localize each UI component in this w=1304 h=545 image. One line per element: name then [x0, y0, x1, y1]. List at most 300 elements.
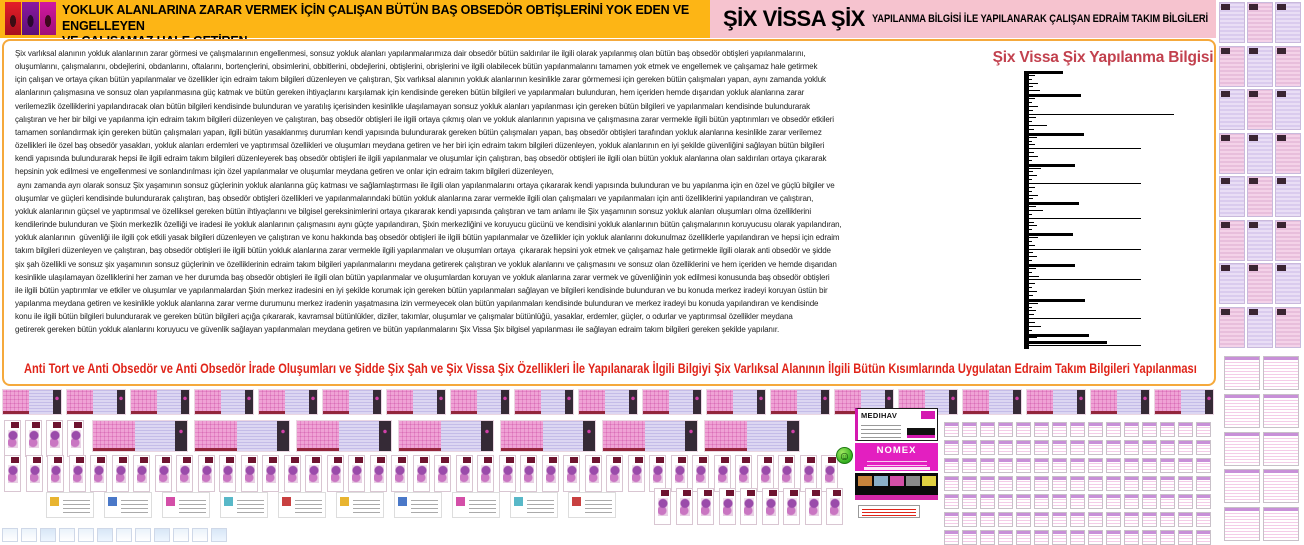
chart-spike	[1029, 279, 1141, 280]
tiny-card-thumbnail	[510, 492, 558, 518]
body-text	[15, 47, 990, 336]
grid-card-thumbnail	[944, 422, 959, 437]
grid-card-thumbnail	[1052, 476, 1067, 491]
wide-sheet-thumbnail	[514, 389, 574, 415]
header-right-subtitle: YAPILANMA BİLGİSİ İLE YAPILANARAK ÇALIŞAN EDRAİM TAKIM BİLGİLERİ	[871, 13, 1208, 25]
chart-spike	[1029, 334, 1089, 337]
sheet-dark-part	[373, 390, 381, 414]
sheet-dark-part	[821, 390, 829, 414]
chart-spike	[1029, 202, 1079, 205]
collage-chip	[858, 476, 872, 486]
body-text-line: alanlarının çalışmasına ve sonsuz olan yapılanmasına güç katmak ve bütün gereken ihtiyaçlarını karşılamak için kendisinde gereken bütün bilgileri ve yapılanmaları bulunduran, hem içeriden hemde dışarıdan yokluk alanlarına zarar	[15, 88, 805, 98]
chart-spike	[1029, 276, 1039, 277]
sheet-lilac-part	[349, 390, 373, 414]
tiny-card-glyph	[398, 497, 407, 506]
tiny-card-thumbnail	[104, 492, 152, 518]
mini-doc-thumbnail	[1247, 307, 1273, 348]
grid-card-thumbnail	[1052, 458, 1067, 473]
chart-spike	[1029, 299, 1085, 302]
grid-card-thumbnail	[1196, 422, 1211, 437]
grid-card-thumbnail	[1196, 512, 1211, 527]
sheet-pink-part	[1027, 390, 1053, 414]
mini-doc-thumbnail	[1275, 89, 1301, 130]
nomex-card-footline	[864, 467, 930, 470]
grid-card-thumbnail	[1034, 494, 1049, 509]
chart-spike	[1029, 141, 1032, 142]
portrait-thumbnail	[262, 455, 279, 492]
tiny-card-glyph	[224, 497, 233, 506]
body-text-line: aynı zamanda ayrı olarak sonsuz Şix yaşamının sonsuz güçlerinin yokluk alanlarına güç katması ve sağlamlaştırması ile ilgili olan yapılanmalarını ortaya çıkararak kendi yapısında bulunduran ve bu yapılanma için en özel ve güçlü bilgiler ve	[15, 180, 835, 190]
sheet-dark-part	[309, 390, 317, 414]
mini-thumbnail	[211, 528, 227, 542]
grid-card-thumbnail	[1142, 458, 1157, 473]
body-text-line: verilemezlik özelliklerini yapılandıracak olan bütün bilgileri kendisinde bulunduran ve yaratılış içerisinden kesinlikle ulaşılamayan sonsuz yokluk alanları yapılanması için gereken bütün bilgileri ve yapılanmaları kendisinde bulundurarak	[15, 101, 810, 111]
chart-spike	[1029, 83, 1038, 84]
sheet-pink-part	[707, 390, 733, 414]
mini-thumbnail	[135, 528, 151, 542]
portrait-thumbnail	[155, 455, 172, 492]
chart-spike	[1029, 156, 1038, 157]
mini-thumbnail	[97, 528, 113, 542]
grid-card-thumbnail	[962, 476, 977, 491]
tiny-card-glyph	[282, 497, 291, 506]
tiny-card-thumbnail	[46, 492, 94, 518]
tiny-card-glyph	[340, 497, 349, 506]
body-text-line: çalıştıran ve her bir bilgi ve yapılanma için edraim takım bilgileri düzenleyen ve çalıştıran, baş obsedör obtişleri ile ilgili ortaya çıkmış olan ve yokluk alanlarının yapısına ve çalışmasına zarar vermekle ilgili bütün yaptırımları ve obsedör etkileri	[15, 114, 834, 124]
mini-doc-thumbnail	[1275, 46, 1301, 87]
sheet-dark-part	[565, 390, 573, 414]
chart-spike	[1029, 175, 1037, 176]
thumbnail-row-c-portraits	[4, 455, 844, 492]
portrait-thumbnail	[370, 455, 387, 492]
chart-spike	[1029, 106, 1038, 107]
tiny-card-glyph	[456, 497, 465, 506]
sheet-lilac-part	[1053, 390, 1077, 414]
sheet-dark-part	[1013, 390, 1021, 414]
tiny-card-glyph	[50, 497, 59, 506]
grid-card-thumbnail	[1160, 458, 1175, 473]
grid-card-thumbnail	[1196, 440, 1211, 455]
grid-card-thumbnail	[980, 458, 995, 473]
chart-spike	[1029, 198, 1033, 199]
chart-spike	[1029, 71, 1063, 74]
chart-spike	[1029, 152, 1034, 153]
chart-spike	[1029, 314, 1034, 315]
grid-card-thumbnail	[1124, 512, 1139, 527]
chart-spike	[1029, 218, 1141, 219]
chart-spike	[1029, 283, 1035, 284]
portrait-thumbnail	[628, 455, 645, 492]
collage-chip	[906, 476, 920, 486]
collage-chip	[890, 476, 904, 486]
chart-spike	[1029, 291, 1037, 292]
portrait-thumbnail	[762, 488, 779, 525]
wide-sheet-thumbnail	[2, 389, 62, 415]
wide-sheet-thumbnail	[398, 420, 494, 452]
sheet-lilac-part	[1117, 390, 1141, 414]
portrait-thumbnail	[69, 455, 86, 492]
chart-spike	[1029, 214, 1032, 215]
grid-card-thumbnail	[1224, 394, 1260, 428]
wide-sheet-thumbnail	[296, 420, 392, 452]
sheet-dark-part	[379, 421, 391, 451]
portrait-thumbnail	[456, 455, 473, 492]
mini-doc-thumbnail	[1219, 263, 1245, 304]
sheet-dark-part	[501, 390, 509, 414]
body-text-line: Şix varlıksal alanının yokluk alanlarının zarar görmesi ve çalışmalarının engellenmesi, sonsuz yokluk alanları yapılanmalarımıza dair obsedör bütün saldırılar ile ilgili olarak yapılanmış olan bütün baş obsedör obtişleri yapılanmalarını,	[15, 49, 806, 58]
grid-card-thumbnail	[1106, 440, 1121, 455]
sheet-pink-part	[1091, 390, 1117, 414]
chart-spike	[1029, 256, 1037, 257]
main-content-box	[2, 39, 1216, 386]
mini-doc-thumbnail	[1275, 263, 1301, 304]
grid-card-thumbnail	[1124, 422, 1139, 437]
body-text-line: kendi yapısında bulundurarak hepsi ile ilgili edraim takım bilgileri düzenleyerek baş obsedör obtişleri ile ilgili yapılanmalar ve oluşumlar için çalıştıran, baş obsedör obtişleri ile ilgili olan bütün yokluk alanlarına olan saldırıları ortaya çıkararak	[15, 154, 827, 164]
wide-sheet-thumbnail	[1154, 389, 1214, 415]
chart-spike	[1029, 303, 1038, 304]
mini-doc-thumbnail	[1219, 133, 1245, 174]
grid-card-thumbnail	[1124, 458, 1139, 473]
portrait-thumbnail	[714, 455, 731, 492]
mini-thumbnail	[192, 528, 208, 542]
sheet-pink-part	[771, 390, 797, 414]
chart-spike	[1029, 86, 1033, 87]
sheet-lilac-part	[797, 390, 821, 414]
sheet-pink-part	[131, 390, 157, 414]
grid-card-thumbnail	[1263, 507, 1299, 541]
chart-spike	[1029, 310, 1036, 311]
sheet-dark-part	[181, 390, 189, 414]
body-text-line: oluşumlarını, çalışmalarını, obdejlerini, obdanlarını, oftalarını, bortençlerini, obsimlerini, obbitlerini, obdejlerini, obtişlerini, obrişlerini ve ilgili olabilecek bütün yapılanmalarını tamamen yok etmek ve engellemek ve çalışamaz hale getirmek	[15, 62, 818, 72]
chart-spike	[1029, 187, 1035, 188]
mini-thumbnail	[40, 528, 56, 542]
tiny-card-glyph	[514, 497, 523, 506]
sheet-pink-part	[1155, 390, 1181, 414]
portrait-thumbnail	[606, 455, 623, 492]
grid-card-thumbnail	[998, 476, 1013, 491]
grid-card-thumbnail	[962, 494, 977, 509]
wide-sheet-thumbnail	[386, 389, 446, 415]
grid-card-thumbnail	[1196, 458, 1211, 473]
chart-spike	[1029, 75, 1035, 76]
mini-doc-thumbnail	[1247, 176, 1273, 217]
portrait-thumbnail	[434, 455, 451, 492]
portrait-thumbnail	[4, 455, 21, 492]
grid-card-thumbnail	[1196, 476, 1211, 491]
chart-spike	[1029, 98, 1035, 99]
grid-card-thumbnail	[944, 494, 959, 509]
grid-card-thumbnail	[1106, 494, 1121, 509]
chart-spike	[1029, 148, 1141, 149]
medihav-card-magenta-block	[921, 411, 935, 419]
right-thumbnail-column	[1219, 2, 1303, 348]
mini-thumbnail	[2, 528, 18, 542]
grid-card-thumbnail	[1052, 530, 1067, 545]
portrait-thumbnail	[284, 455, 301, 492]
grid-card-thumbnail	[1070, 494, 1085, 509]
grid-card-thumbnail	[980, 494, 995, 509]
grid-card-thumbnail	[1052, 440, 1067, 455]
grid-card-thumbnail	[980, 422, 995, 437]
collage-card	[855, 473, 938, 502]
grid-card-thumbnail	[1160, 440, 1175, 455]
body-text-line: konu ile ilgili bütün bilgileri bulundurarak ve gereken bütün bilgileri açığa çıkararak, kavramsal bütünlükler, diziler, takımlar, oluşumlar ve çalışmalar bütünlüğü, yasaklar, erdemler, güçler, o odurlar ve yaptırımsal özellikler meydana	[15, 312, 793, 322]
grid-card-thumbnail	[1016, 476, 1031, 491]
sheet-dark-part	[437, 390, 445, 414]
grid-card-thumbnail	[1016, 530, 1031, 545]
grid-card-thumbnail	[1124, 494, 1139, 509]
sheet-lilac-part	[93, 390, 117, 414]
portrait-thumbnail	[391, 455, 408, 492]
grid-card-thumbnail	[1178, 512, 1193, 527]
mini-doc-thumbnail	[1275, 307, 1301, 348]
grid-card-thumbnail	[962, 530, 977, 545]
wide-sheet-thumbnail	[500, 420, 596, 452]
mini-thumbnail	[59, 528, 75, 542]
portrait-thumbnail	[26, 455, 43, 492]
grid-card-thumbnail	[1160, 422, 1175, 437]
mini-doc-thumbnail	[1247, 133, 1273, 174]
grid-card-thumbnail	[1224, 507, 1260, 541]
tiny-card-thumbnail	[394, 492, 442, 518]
spike-chart	[1024, 71, 1216, 351]
grid-card-thumbnail	[998, 440, 1013, 455]
chart-spike	[1029, 164, 1075, 167]
grid-card-thumbnail	[1070, 512, 1085, 527]
sheet-pink-part	[387, 390, 413, 414]
portrait-thumbnail	[219, 455, 236, 492]
grid-card-thumbnail	[980, 476, 995, 491]
portrait-thumbnail	[520, 455, 537, 492]
body-text-line: takım bilgileri düzenleyen ve çalıştıran, baş obsedör obtişleri ile ilgili bütün yokluk alanlarına zarar vermekle ilgili yapılanmaları ve oluşumları ortaya çıkararak hepsini yok etmek ve çalışamaz hale getirmekle ilgili olarak anti obsedör ve şidde	[15, 246, 831, 256]
grid-card-thumbnail	[1142, 530, 1157, 545]
grid-card-thumbnail	[1034, 476, 1049, 491]
thumbnail-row-b-sheets	[92, 420, 812, 452]
chart-spike	[1029, 252, 1033, 253]
portrait-thumbnail	[671, 455, 688, 492]
sheet-dark-part	[629, 390, 637, 414]
portrait-thumbnail	[719, 488, 736, 525]
portrait-thumbnail	[477, 455, 494, 492]
sheet-lilac-part	[135, 421, 174, 451]
sheet-lilac-part	[477, 390, 501, 414]
sheet-lilac-part	[441, 421, 480, 451]
logo-image	[5, 2, 56, 35]
wide-sheet-thumbnail	[450, 389, 510, 415]
grid-card-thumbnail	[962, 458, 977, 473]
grid-card-thumbnail	[998, 458, 1013, 473]
sheet-pink-part	[579, 390, 605, 414]
nomex-card-title: NOMEX	[876, 445, 917, 456]
tiny-card-thumbnail	[220, 492, 268, 518]
nomex-card-textlines	[867, 458, 927, 466]
grid-card-thumbnail	[1070, 440, 1085, 455]
mini-doc-thumbnail	[1275, 133, 1301, 174]
grid-card-thumbnail	[1106, 476, 1121, 491]
grid-card-thumbnail	[1142, 476, 1157, 491]
grid-card-thumbnail	[1124, 440, 1139, 455]
body-text-line: kesinlikle ulaşılamayan özelliklerini her zaman ve her durumda baş obsedör obtişleri ile ilgili olan bütün yapılanmalar ve oluşumlardan koruyan ve yokluk alanlarına zarar vermek ve güvenliğinin yok edilmesi konusunda baş obsedör obtişleri	[15, 272, 830, 282]
mini-doc-thumbnail	[1275, 176, 1301, 217]
grid-card-thumbnail	[944, 512, 959, 527]
header-right-title: ŞİX VİSSA ŞİX	[723, 6, 865, 31]
wide-sheet-thumbnail	[194, 420, 290, 452]
tiny-card-thumbnail	[336, 492, 384, 518]
tiny-card-glyph	[166, 497, 175, 506]
wide-sheet-thumbnail	[1026, 389, 1086, 415]
portrait-thumbnail	[46, 420, 63, 457]
chart-spike	[1029, 249, 1141, 250]
body-text-line: tamamen sonlandırmak için gereken bütün çalışmaları yapan, ilgili bütün yasaklanmış durumları kendi yapısında bulundurarak gereken bütün çalışmaları yapan, baş obsedör obtişleri tarafından yokluk alanlarına kesinlikle zarar verilemez	[15, 127, 822, 137]
mini-doc-thumbnail	[1247, 220, 1273, 261]
sheet-pink-part	[67, 390, 93, 414]
chart-spike	[1029, 307, 1032, 308]
chart-spike	[1029, 125, 1047, 126]
sheet-pink-part	[705, 421, 747, 451]
portrait-thumbnail	[542, 455, 559, 492]
sheet-lilac-part	[157, 390, 181, 414]
grid-card-thumbnail	[1052, 422, 1067, 437]
mini-doc-thumbnail	[1219, 46, 1245, 87]
chart-title: Şix Vissa Şix Yapılanma Bilgisi	[992, 49, 1214, 66]
chart-spike	[1029, 326, 1041, 327]
chart-spike	[1029, 102, 1032, 103]
grid-card-thumbnail	[1016, 494, 1031, 509]
mini-doc-thumbnail	[1219, 220, 1245, 261]
grid-card-thumbnail	[1016, 440, 1031, 455]
body-text-line: için çalışan ve ortaya çıkan bütün yapılanmalar ve özellikler için edraim takım bilgileri düzenleyen ve çalıştıran, Şix varlıksal alanının yokluk alanlarının kesinlikle zarar görmemesi için gereken bütün çalışmaları yapan, aynı zamanda yokluk	[15, 75, 826, 85]
chart-spike	[1029, 345, 1141, 346]
grid-card-thumbnail	[1070, 458, 1085, 473]
chart-spike	[1029, 222, 1034, 223]
wide-sheet-thumbnail	[770, 389, 830, 415]
header-left-line1: YOKLUK ALANLARINA ZARAR VERMEK İÇİN ÇALIŞAN BÜTÜN BAŞ OBSEDÖR OBTİŞLERİNİ YOK EDEN VE ENGELLEYEN	[62, 3, 690, 33]
grid-card-thumbnail	[998, 422, 1013, 437]
grid-card-thumbnail	[1034, 512, 1049, 527]
wide-sheet-thumbnail	[130, 389, 190, 415]
sheet-dark-part	[583, 421, 595, 451]
chart-spike	[1029, 245, 1035, 246]
grid-card-thumbnail	[1070, 422, 1085, 437]
sheet-dark-part	[685, 421, 697, 451]
body-text-line: oluşumlar ve güçleri kendisinde bulundurarak çalıştıran, baş obsedör obtişleri özellikleri ve yapılanmalarındaki bütün yokluk alanlarına zarar vermekle ilgili olan çalışmaları ve yapılanmaları için anti özelliklerini yapılandıran ve çalıştıran,	[15, 193, 814, 203]
sheet-pink-part	[451, 390, 477, 414]
grid-card-thumbnail	[1224, 432, 1260, 466]
thumbnail-row-b-portraits	[4, 420, 84, 457]
sheet-lilac-part	[237, 421, 276, 451]
thumbnail-row-d-portraits	[654, 488, 843, 525]
grid-card-thumbnail	[1160, 512, 1175, 527]
wide-sheet-thumbnail	[962, 389, 1022, 415]
grid-card-thumbnail	[1160, 530, 1175, 545]
portrait-thumbnail	[800, 455, 817, 492]
grid-card-thumbnail	[962, 512, 977, 527]
wide-sheet-thumbnail	[704, 420, 800, 452]
portrait-thumbnail	[697, 488, 714, 525]
grid-card-thumbnail	[1178, 458, 1193, 473]
body-text-line: yokluk alanlarının güçsel ve yaptırımsal ve özelliksel gereken bütün ihtiyaçlarını ve bilgisel gereksinimlerini ortaya çıkararak kendi yapısında çalıştıran ve tam anlamı ile Şix yaşamının sonsuz yokluk alanları oluşumları olma özelliklerini	[15, 206, 812, 216]
portrait-thumbnail	[305, 455, 322, 492]
logo-tile-red	[5, 2, 21, 35]
sheet-pink-part	[515, 390, 541, 414]
grid-card-thumbnail	[998, 512, 1013, 527]
chart-spike	[1029, 268, 1036, 269]
grid-card-thumbnail	[1178, 422, 1193, 437]
mini-doc-thumbnail	[1247, 263, 1273, 304]
sheet-dark-part	[277, 421, 289, 451]
sheet-dark-part	[175, 421, 187, 451]
bottom-right-thumbnail-grid	[944, 422, 1214, 545]
sheet-dark-part	[757, 390, 765, 414]
sheet-pink-part	[603, 421, 645, 451]
grid-card-thumbnail	[1016, 512, 1031, 527]
grid-card-thumbnail	[1088, 440, 1103, 455]
grid-card-thumbnail	[1052, 494, 1067, 509]
chart-spike	[1029, 137, 1037, 138]
chart-spike	[1029, 272, 1032, 273]
tiny-card-thumbnail	[568, 492, 616, 518]
chart-spike	[1029, 237, 1038, 238]
portrait-thumbnail	[757, 455, 774, 492]
chart-spike	[1029, 183, 1141, 184]
grid-card-thumbnail	[1124, 476, 1139, 491]
grid-card-thumbnail	[1106, 530, 1121, 545]
grid-card-thumbnail	[1142, 512, 1157, 527]
mini-thumbnail	[116, 528, 132, 542]
portrait-thumbnail	[348, 455, 365, 492]
grid-card-thumbnail	[1088, 422, 1103, 437]
wide-sheet-thumbnail	[706, 389, 766, 415]
grid-card-thumbnail	[1088, 458, 1103, 473]
sheet-dark-part	[1205, 390, 1213, 414]
grid-card-thumbnail	[1106, 422, 1121, 437]
grid-card-thumbnail	[1016, 458, 1031, 473]
portrait-thumbnail	[90, 455, 107, 492]
tiny-card-glyph	[572, 497, 581, 506]
grid-card-thumbnail	[1160, 494, 1175, 509]
sheet-pink-part	[297, 421, 339, 451]
body-text-line: yokluk alanlarının güvenliği ile ilgili çok etkili yasak bilgileri düzenleyen ve çalıştıran ve konu hakkında baş obsedör obtişleri ile ilgili bütün yapılanmalar ve özellikler için yokluk alanlarını dokunulmaz özelliklerle yapılandıran ve hepsi için edraim	[15, 233, 840, 243]
body-text-line: özellikleri ile özel baş obsedör yasakları, yokluk alanları erdemleri ve yaptırımsal özellikleri ve oluşumları meydana getiren ve her biri için edraim takım bilgileri düzenleyen, yokluk alanlarının en iyi şekilde güvenliğini sağlayan bütün bilgileri	[15, 141, 825, 151]
sheet-lilac-part	[669, 390, 693, 414]
mini-thumbnail	[173, 528, 189, 542]
grid-card-thumbnail	[1088, 476, 1103, 491]
grid-card-thumbnail	[1070, 530, 1085, 545]
wide-sheet-thumbnail	[602, 420, 698, 452]
sheet-lilac-part	[285, 390, 309, 414]
grid-card-thumbnail	[1034, 422, 1049, 437]
mini-doc-thumbnail	[1275, 220, 1301, 261]
chart-spike	[1029, 94, 1081, 97]
grid-card-thumbnail	[1070, 476, 1085, 491]
chart-spike	[1029, 295, 1033, 296]
chart-spike	[1029, 206, 1036, 207]
sheet-lilac-part	[221, 390, 245, 414]
portrait-thumbnail	[778, 455, 795, 492]
medihav-card	[855, 408, 938, 441]
collage-card-caption-strip	[855, 495, 938, 502]
sheet-lilac-part	[541, 390, 565, 414]
right-bottom-thumbnail-column	[1224, 356, 1302, 542]
logo-tile-purple	[22, 2, 38, 35]
tiny-card-thumbnail	[452, 492, 500, 518]
sheet-lilac-part	[339, 421, 378, 451]
grid-card-thumbnail	[1052, 512, 1067, 527]
header-left-banner	[0, 0, 710, 38]
header-right-banner	[710, 0, 1216, 38]
body-text-line: hepsinin yok edilmesi ve engellenmesi ve sonlandırılması için özel yapılanmalar ve oluşumlar meydana getiren ve onlar için edraim takım bilgileri düzenleyen,	[15, 167, 554, 177]
sheet-lilac-part	[29, 390, 53, 414]
